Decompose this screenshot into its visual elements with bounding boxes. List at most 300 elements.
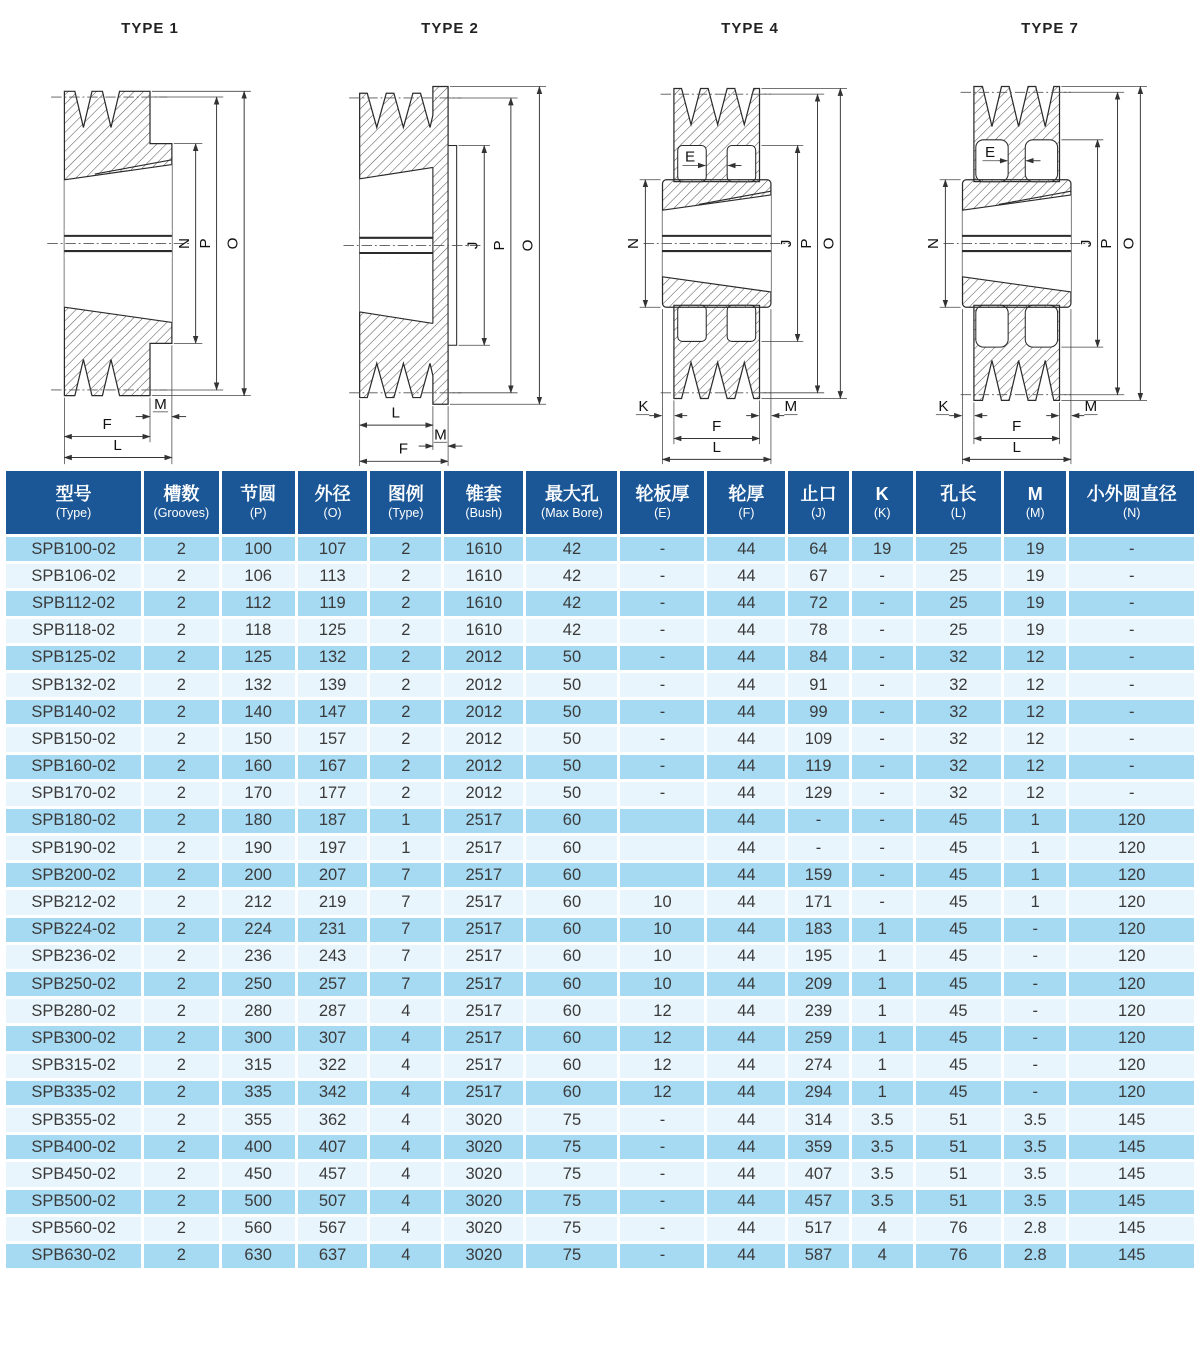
table-cell: 44 — [706, 1242, 787, 1269]
table-cell: 4 — [369, 1215, 443, 1242]
table-row — [5, 1052, 1196, 1079]
table-cell: 76 — [914, 1242, 1002, 1269]
table-row — [5, 998, 1196, 1025]
col-header-zh: M — [1027, 484, 1043, 505]
table-cell: 120 — [1068, 1052, 1196, 1079]
table-cell: 517 — [787, 1215, 850, 1242]
table-cell: 2 — [143, 807, 220, 834]
table-cell: 32 — [914, 726, 1002, 753]
table-cell: 45 — [914, 862, 1002, 889]
table-cell: 44 — [706, 862, 787, 889]
table-cell: 45 — [914, 1052, 1002, 1079]
dim-label-n: N — [924, 237, 942, 249]
table-cell: 44 — [706, 563, 787, 590]
table-cell: - — [787, 835, 850, 862]
table-row — [5, 699, 1196, 726]
table-cell: 51 — [914, 1134, 1002, 1161]
table-cell: 32 — [914, 753, 1002, 780]
dim-label-l: L — [1012, 438, 1021, 456]
dim-label-m: M — [784, 397, 798, 415]
table-cell: 1610 — [443, 617, 525, 644]
table-cell: 44 — [706, 780, 787, 807]
table-cell: 44 — [706, 753, 787, 780]
table-cell: 630 — [220, 1242, 296, 1269]
table-cell: 4 — [850, 1242, 914, 1269]
table-cell: SPB280-02 — [5, 998, 143, 1025]
dim-label-j: J — [464, 241, 482, 250]
table-cell: - — [850, 563, 914, 590]
table-cell: 50 — [525, 753, 619, 780]
table-cell: - — [850, 889, 914, 916]
table-row — [5, 536, 1196, 563]
table-cell: SPB355-02 — [5, 1106, 143, 1133]
table-cell: 19 — [850, 536, 914, 563]
table-cell: 1610 — [443, 536, 525, 563]
table-cell: 45 — [914, 1079, 1002, 1106]
table-cell: 112 — [220, 590, 296, 617]
table-cell: 100 — [220, 536, 296, 563]
table-cell: 170 — [220, 780, 296, 807]
table-cell: 120 — [1068, 971, 1196, 998]
table-cell: 12 — [1002, 726, 1068, 753]
table-cell: 2517 — [443, 1079, 525, 1106]
table-cell: 60 — [525, 835, 619, 862]
table-cell: 107 — [296, 536, 369, 563]
table-cell: 2 — [369, 590, 443, 617]
table-cell: - — [1068, 699, 1196, 726]
table-cell: 44 — [706, 835, 787, 862]
table-cell — [619, 835, 706, 862]
dim-label-m: M — [154, 395, 167, 413]
table-cell: 119 — [787, 753, 850, 780]
table-cell: SPB100-02 — [5, 536, 143, 563]
dim-label-f: F — [1012, 417, 1022, 435]
col-header-k — [850, 470, 914, 536]
table-cell: 60 — [525, 1052, 619, 1079]
table-cell: 4 — [369, 1161, 443, 1188]
dim-label-o: O — [820, 237, 838, 250]
table-cell: - — [850, 644, 914, 671]
table-cell: 294 — [787, 1079, 850, 1106]
table-cell: 4 — [369, 1079, 443, 1106]
diagram-type-4 — [600, 6, 900, 468]
table-cell: 44 — [706, 590, 787, 617]
type7-drawing-canvas — [905, 39, 1195, 467]
table-cell: 120 — [1068, 1079, 1196, 1106]
table-cell: 1 — [850, 1079, 914, 1106]
table-row — [5, 1242, 1196, 1269]
table-cell: 140 — [220, 699, 296, 726]
col-header-zh: 型号 — [55, 484, 92, 505]
table-row — [5, 835, 1196, 862]
table-cell: 307 — [296, 1025, 369, 1052]
table-cell: SPB125-02 — [5, 644, 143, 671]
table-cell — [619, 862, 706, 889]
table-cell: 42 — [525, 590, 619, 617]
table-cell: 167 — [296, 753, 369, 780]
col-header-en: (O) — [323, 505, 342, 520]
table-cell: 44 — [706, 536, 787, 563]
type4-drawing-canvas — [605, 39, 895, 467]
table-cell: - — [850, 590, 914, 617]
table-cell: SPB250-02 — [5, 971, 143, 998]
dim-label-f: F — [398, 440, 409, 458]
table-cell: - — [619, 1134, 706, 1161]
table-cell: 19 — [1002, 590, 1068, 617]
dim-label-j: J — [1077, 239, 1095, 248]
table-cell: 139 — [296, 671, 369, 698]
table-row — [5, 1025, 1196, 1052]
table-cell: 3.5 — [850, 1188, 914, 1215]
col-header-model — [5, 470, 143, 536]
table-cell: 2 — [143, 1052, 220, 1079]
table-cell: 2012 — [443, 780, 525, 807]
table-cell: - — [619, 1242, 706, 1269]
table-cell: SPB150-02 — [5, 726, 143, 753]
table-cell: 50 — [525, 726, 619, 753]
table-cell: - — [619, 1215, 706, 1242]
col-header-l — [914, 470, 1002, 536]
table-cell: 99 — [787, 699, 850, 726]
table-cell: - — [1002, 971, 1068, 998]
table-row — [5, 1134, 1196, 1161]
table-cell: 3020 — [443, 1134, 525, 1161]
table-cell: SPB560-02 — [5, 1215, 143, 1242]
table-cell: 2012 — [443, 671, 525, 698]
table-cell: 259 — [787, 1025, 850, 1052]
dim-label-f: F — [102, 415, 112, 433]
table-cell: 2 — [143, 536, 220, 563]
header-row — [5, 470, 1196, 536]
table-cell: 25 — [914, 617, 1002, 644]
table-cell: 2012 — [443, 699, 525, 726]
table-cell: 236 — [220, 943, 296, 970]
table-cell: SPB236-02 — [5, 943, 143, 970]
table-cell: 335 — [220, 1079, 296, 1106]
table-cell: 2517 — [443, 998, 525, 1025]
col-header-en: (L) — [950, 505, 967, 520]
table-cell: 300 — [220, 1025, 296, 1052]
col-header-zh: 外径 — [314, 484, 351, 505]
table-cell: 60 — [525, 916, 619, 943]
table-cell: 400 — [220, 1134, 296, 1161]
table-cell: 44 — [706, 1106, 787, 1133]
table-cell: 1 — [850, 943, 914, 970]
table-cell: SPB190-02 — [5, 835, 143, 862]
table-cell: - — [1068, 671, 1196, 698]
table-cell: 314 — [787, 1106, 850, 1133]
diagram-title: TYPE 1 — [121, 20, 179, 37]
table-row — [5, 943, 1196, 970]
table-cell: 3.5 — [850, 1161, 914, 1188]
table-cell: 2 — [143, 971, 220, 998]
spec-table-section — [0, 468, 1200, 1271]
table-cell: - — [850, 617, 914, 644]
table-cell: 60 — [525, 971, 619, 998]
table-cell: 12 — [1002, 753, 1068, 780]
table-cell: 60 — [525, 889, 619, 916]
table-cell: 25 — [914, 590, 1002, 617]
table-cell: 567 — [296, 1215, 369, 1242]
table-cell: - — [619, 780, 706, 807]
table-cell: 76 — [914, 1215, 1002, 1242]
diagram-type-1 — [0, 6, 300, 468]
col-header-en: (Type) — [388, 505, 424, 520]
dim-label-l: L — [712, 438, 721, 456]
table-cell: 12 — [619, 1025, 706, 1052]
spec-table — [3, 468, 1197, 1271]
table-cell: 125 — [296, 617, 369, 644]
table-cell: 1610 — [443, 590, 525, 617]
table-cell: 10 — [619, 889, 706, 916]
table-cell: 231 — [296, 916, 369, 943]
table-cell: 50 — [525, 671, 619, 698]
col-header-od — [296, 470, 369, 536]
table-cell: 50 — [525, 644, 619, 671]
table-cell: 120 — [1068, 889, 1196, 916]
table-cell: - — [619, 617, 706, 644]
col-header-zh: 孔长 — [940, 484, 977, 505]
table-cell: 2 — [143, 916, 220, 943]
col-header-zh: 锥套 — [465, 484, 502, 505]
table-cell: 44 — [706, 1188, 787, 1215]
table-cell: 2012 — [443, 753, 525, 780]
table-cell: 160 — [220, 753, 296, 780]
table-cell: 44 — [706, 617, 787, 644]
table-cell: 3.5 — [1002, 1134, 1068, 1161]
table-cell: 44 — [706, 1025, 787, 1052]
table-cell: 120 — [1068, 835, 1196, 862]
table-cell: 44 — [706, 889, 787, 916]
table-cell: 25 — [914, 563, 1002, 590]
table-cell: 3020 — [443, 1106, 525, 1133]
table-cell: 159 — [787, 862, 850, 889]
col-header-grooves — [143, 470, 220, 536]
table-cell: 287 — [296, 998, 369, 1025]
table-cell: 7 — [369, 943, 443, 970]
table-cell: 2 — [369, 753, 443, 780]
table-cell: 32 — [914, 644, 1002, 671]
table-cell: 342 — [296, 1079, 369, 1106]
table-row — [5, 617, 1196, 644]
table-cell: 120 — [1068, 943, 1196, 970]
table-cell: 2 — [143, 699, 220, 726]
table-cell: 44 — [706, 998, 787, 1025]
table-cell: 91 — [787, 671, 850, 698]
table-cell: - — [850, 807, 914, 834]
table-cell: 1 — [369, 835, 443, 862]
table-cell: 10 — [619, 916, 706, 943]
table-cell: SPB118-02 — [5, 617, 143, 644]
table-cell: 250 — [220, 971, 296, 998]
table-cell: 500 — [220, 1188, 296, 1215]
table-cell: SPB200-02 — [5, 862, 143, 889]
table-cell: 145 — [1068, 1134, 1196, 1161]
table-cell: 129 — [787, 780, 850, 807]
table-cell: 120 — [1068, 998, 1196, 1025]
table-cell: 145 — [1068, 1215, 1196, 1242]
table-cell: 125 — [220, 644, 296, 671]
table-cell: - — [1068, 563, 1196, 590]
table-cell: - — [1068, 644, 1196, 671]
col-header-max-bore — [525, 470, 619, 536]
col-header-en: (E) — [654, 505, 671, 520]
table-row — [5, 753, 1196, 780]
table-cell: 132 — [296, 644, 369, 671]
table-cell: 2 — [369, 644, 443, 671]
table-cell: 2 — [143, 590, 220, 617]
table-cell: 2.8 — [1002, 1215, 1068, 1242]
table-cell: 75 — [525, 1188, 619, 1215]
col-header-en: (M) — [1025, 505, 1045, 520]
diagram-title: TYPE 4 — [721, 20, 779, 37]
table-cell: 219 — [296, 889, 369, 916]
col-header-zh: 最大孔 — [544, 484, 599, 505]
table-cell: 2 — [143, 835, 220, 862]
table-cell: SPB630-02 — [5, 1242, 143, 1269]
table-cell: 2 — [143, 563, 220, 590]
col-header-en: (P) — [249, 505, 267, 520]
table-cell: 51 — [914, 1161, 1002, 1188]
col-header-e — [619, 470, 706, 536]
table-cell: 12 — [1002, 671, 1068, 698]
table-cell: 3020 — [443, 1188, 525, 1215]
table-row — [5, 671, 1196, 698]
table-cell: 3.5 — [1002, 1188, 1068, 1215]
table-cell: 2 — [143, 1025, 220, 1052]
table-cell: SPB315-02 — [5, 1052, 143, 1079]
table-row — [5, 726, 1196, 753]
table-cell: 119 — [296, 590, 369, 617]
table-cell: 2 — [143, 1188, 220, 1215]
col-header-figure — [369, 470, 443, 536]
table-cell: 150 — [220, 726, 296, 753]
table-cell: 1 — [1002, 862, 1068, 889]
table-cell: 75 — [525, 1106, 619, 1133]
table-cell: SPB224-02 — [5, 916, 143, 943]
table-cell: 2517 — [443, 971, 525, 998]
table-cell: 84 — [787, 644, 850, 671]
dim-label-f: F — [712, 417, 722, 435]
table-cell: 2 — [143, 943, 220, 970]
table-cell: - — [619, 563, 706, 590]
type2-drawing-canvas — [305, 39, 595, 467]
dim-label-m: M — [434, 426, 447, 444]
table-cell: 10 — [619, 971, 706, 998]
table-cell: 2 — [143, 753, 220, 780]
table-cell: 180 — [220, 807, 296, 834]
dim-label-l: L — [113, 436, 122, 454]
col-header-zh: 轮厚 — [728, 484, 765, 505]
table-row — [5, 1106, 1196, 1133]
table-row — [5, 916, 1196, 943]
table-cell: 2 — [143, 644, 220, 671]
table-cell: 1 — [850, 1052, 914, 1079]
table-row — [5, 807, 1196, 834]
table-cell: 10 — [619, 943, 706, 970]
table-cell: - — [1068, 536, 1196, 563]
table-cell: 44 — [706, 1134, 787, 1161]
table-cell: 45 — [914, 971, 1002, 998]
table-cell: SPB106-02 — [5, 563, 143, 590]
table-cell: 637 — [296, 1242, 369, 1269]
table-cell: 2 — [143, 1079, 220, 1106]
table-cell: 209 — [787, 971, 850, 998]
table-cell: - — [1002, 1079, 1068, 1106]
table-cell: 3.5 — [850, 1106, 914, 1133]
table-cell: - — [1002, 998, 1068, 1025]
table-cell: - — [619, 726, 706, 753]
table-cell: 75 — [525, 1215, 619, 1242]
table-cell: 120 — [1068, 862, 1196, 889]
table-cell: 7 — [369, 916, 443, 943]
table-cell: 12 — [1002, 780, 1068, 807]
table-cell: 12 — [1002, 644, 1068, 671]
table-cell: - — [1068, 726, 1196, 753]
table-cell: 2517 — [443, 889, 525, 916]
table-row — [5, 563, 1196, 590]
table-cell: 32 — [914, 671, 1002, 698]
table-cell: 407 — [296, 1134, 369, 1161]
table-cell: - — [1002, 916, 1068, 943]
dim-label-o: O — [1120, 237, 1138, 250]
table-cell: SPB400-02 — [5, 1134, 143, 1161]
table-cell: 106 — [220, 563, 296, 590]
table-cell: SPB132-02 — [5, 671, 143, 698]
table-cell: 2.8 — [1002, 1242, 1068, 1269]
table-cell: - — [619, 753, 706, 780]
table-cell: SPB335-02 — [5, 1079, 143, 1106]
table-cell: 60 — [525, 943, 619, 970]
table-cell: 239 — [787, 998, 850, 1025]
table-cell: 60 — [525, 998, 619, 1025]
spec-table-body — [5, 536, 1196, 1270]
table-cell: 51 — [914, 1188, 1002, 1215]
table-cell: - — [1068, 590, 1196, 617]
table-row — [5, 1215, 1196, 1242]
table-cell: 224 — [220, 916, 296, 943]
dim-label-p: P — [797, 238, 815, 249]
table-cell: 1 — [1002, 807, 1068, 834]
col-header-en: (F) — [738, 505, 755, 520]
col-header-zh: 槽数 — [163, 484, 200, 505]
dim-label-n: N — [624, 237, 642, 249]
diagram-type-7 — [900, 6, 1200, 468]
table-cell: SPB212-02 — [5, 889, 143, 916]
table-cell: 190 — [220, 835, 296, 862]
table-cell: 44 — [706, 1052, 787, 1079]
col-header-en: (N) — [1123, 505, 1141, 520]
col-header-zh: 小外圆直径 — [1086, 484, 1177, 505]
table-cell: 257 — [296, 971, 369, 998]
table-cell: 2 — [369, 617, 443, 644]
table-cell: 197 — [296, 835, 369, 862]
table-cell: 4 — [369, 1052, 443, 1079]
table-cell: 44 — [706, 671, 787, 698]
table-cell: 2012 — [443, 644, 525, 671]
table-cell: 60 — [525, 1079, 619, 1106]
table-cell: 145 — [1068, 1242, 1196, 1269]
table-cell: 195 — [787, 943, 850, 970]
table-cell: 44 — [706, 1079, 787, 1106]
table-cell: 4 — [369, 1188, 443, 1215]
table-row — [5, 1161, 1196, 1188]
dim-label-p: P — [196, 238, 214, 249]
table-cell: 3020 — [443, 1215, 525, 1242]
table-cell: 120 — [1068, 916, 1196, 943]
table-cell: 2 — [143, 1106, 220, 1133]
pulley-type-diagrams — [0, 0, 1200, 468]
